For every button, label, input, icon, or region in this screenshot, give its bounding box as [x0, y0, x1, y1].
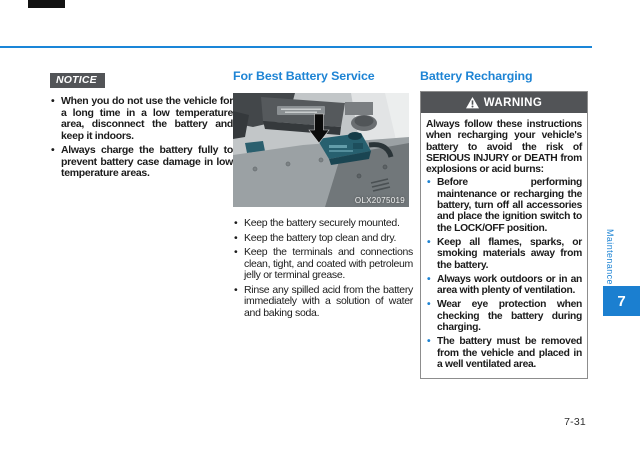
engine-bay-illustration	[233, 93, 409, 207]
battery-service-item: • Keep the battery securely mounted.	[233, 218, 413, 230]
chapter-side-label: Maintenance	[605, 229, 615, 285]
page-number: 7-31	[564, 416, 586, 428]
warning-item: • Before performing maintenance or recharging the battery, turn off all accessories and place the ignition switch to the LOCK/OFF position.	[426, 177, 582, 233]
notice-item: • Always charge the battery fully to prevent battery case damage in low temperature areas.	[50, 145, 233, 180]
warning-triangle-icon	[466, 97, 479, 109]
warning-list	[426, 177, 582, 370]
battery-service-item: • Keep the terminals and connections clean, tight, and coated with petroleum jelly or terminal grease.	[233, 247, 413, 282]
header-rule	[0, 46, 592, 48]
notice-list	[50, 96, 233, 180]
engine-bay-photo	[233, 93, 409, 207]
warning-header	[421, 92, 587, 113]
battery-service-heading: For Best Battery Service	[233, 69, 375, 83]
recharging-heading: Battery Recharging	[420, 69, 533, 83]
battery-service-list	[233, 218, 413, 319]
battery-service-item: • Rinse any spilled acid from the battery immediately with a solution of water and baking soda.	[233, 285, 413, 320]
page-corner-mark	[28, 0, 65, 8]
warning-title: WARNING	[483, 96, 543, 109]
warning-item: • Always work outdoors or in an area with plenty of ventilation.	[426, 274, 582, 297]
chapter-tab: 7	[603, 286, 640, 316]
warning-body	[421, 113, 587, 378]
warning-intro: Always follow these instructions when recharging your vehicle's battery to avoid the risk of SERIOUS INJURY or DEATH from explosions or acid burns:	[426, 119, 582, 176]
battery-service-item: • Keep the battery top clean and dry.	[233, 233, 413, 245]
warning-item: • Wear eye protection when checking the battery during charging.	[426, 299, 582, 333]
warning-item: • Keep all flames, sparks, or smoking materials away from the battery.	[426, 237, 582, 271]
notice-section	[50, 70, 233, 180]
warning-box	[420, 91, 588, 379]
notice-item: • When you do not use the vehicle for a long time in a low temperature area, disconnect the battery and keep it indoors.	[50, 96, 233, 142]
notice-label: NOTICE	[50, 73, 105, 88]
battery-service-section	[233, 70, 413, 319]
recharging-section	[420, 70, 588, 379]
photo-caption: OLX2075019	[354, 196, 405, 205]
warning-item: • The battery must be removed from the vehicle and placed in a well ventilated area.	[426, 336, 582, 370]
